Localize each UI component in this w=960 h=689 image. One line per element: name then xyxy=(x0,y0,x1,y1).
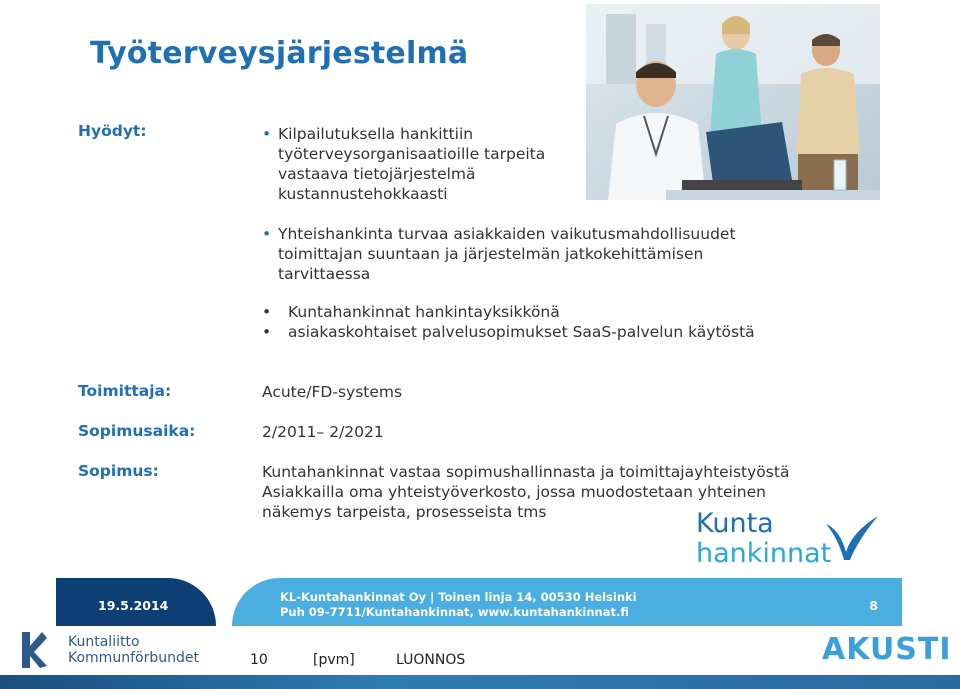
benefits-list-1 xyxy=(262,124,545,204)
label-period: Sopimusaika: xyxy=(78,422,196,440)
benefit-line: työterveysorganisaatioille tarpeita xyxy=(278,145,546,163)
benefit-line: toimittajan suuntaan ja järjestelmän jatkokehittämisen xyxy=(278,245,704,263)
benefit-line: kustannustehokkaasti xyxy=(278,185,448,203)
benefit-item xyxy=(262,124,545,204)
org-line2: Kommunförbundet xyxy=(68,650,199,666)
contract-line: näkemys tarpeista, prosesseista tms xyxy=(262,503,547,521)
benefit-line: Kilpailutuksella hankittiin xyxy=(278,125,474,143)
footer-page-number: 8 xyxy=(869,598,878,613)
bullet-icon: • xyxy=(262,323,272,341)
footer-info-band xyxy=(232,578,902,626)
bottom-bar xyxy=(0,675,960,689)
kuntaliitto-emblem-icon xyxy=(20,630,48,670)
benefits-list-2 xyxy=(262,224,736,284)
slide-title: Työterveysjärjestelmä xyxy=(90,36,469,71)
benefit-line: Yhteishankinta turvaa asiakkaiden vaikutusmahdollisuudet xyxy=(278,225,736,243)
footer-date: 19.5.2014 xyxy=(98,598,169,613)
date-placeholder: [pvm] xyxy=(313,652,355,668)
footer-address: KL-Kuntahankinnat Oy | Toinen linja 14, 00530 Helsinki xyxy=(280,590,637,604)
supplier-value: Acute/FD-systems xyxy=(262,383,403,401)
label-contract: Sopimus: xyxy=(78,462,159,480)
benefit-item xyxy=(262,224,736,284)
benefit-line: vastaava tietojärjestelmä xyxy=(278,165,476,183)
akusti-logo: AKUSTI xyxy=(822,632,952,667)
bird-icon xyxy=(826,516,878,560)
bullet-icon: • xyxy=(262,303,272,321)
kuntaliitto-logo xyxy=(20,628,199,672)
logo-line2: hankinnat xyxy=(696,538,832,568)
contract-line: Asiakkailla oma yhteistyöverkosto, jossa muodostetaan yhteinen xyxy=(262,483,766,501)
bullet-icon: • xyxy=(262,225,272,243)
bullet-icon: • xyxy=(262,125,272,143)
benefit-item xyxy=(262,322,755,342)
benefit-line: Kuntahankinnat hankintayksikkönä xyxy=(288,303,560,321)
period-value: 2/2011– 2/2021 xyxy=(262,423,384,441)
benefit-line: asiakaskohtaiset palvelusopimukset SaaS-palvelun käytöstä xyxy=(288,323,755,341)
label-benefits: Hyödyt: xyxy=(78,122,147,140)
benefits-list-3 xyxy=(262,302,755,342)
org-line1: Kuntaliitto xyxy=(68,634,140,650)
benefit-item xyxy=(262,302,755,322)
footer-contact: Puh 09-7711/Kuntahankinnat, www.kuntahankinnat.fi xyxy=(280,605,629,619)
doctor-patient-photo xyxy=(586,4,880,200)
page-number: 10 xyxy=(250,652,268,668)
kuntahankinnat-logo xyxy=(694,506,884,568)
contract-line: Kuntahankinnat vastaa sopimushallinnasta ja toimittajayhteistyöstä xyxy=(262,463,790,481)
footer-date-band xyxy=(56,578,216,626)
benefit-line: tarvittaessa xyxy=(278,265,371,283)
logo-line1: Kunta xyxy=(696,508,774,539)
draft-status: LUONNOS xyxy=(396,652,466,668)
label-supplier: Toimittaja: xyxy=(78,382,172,400)
